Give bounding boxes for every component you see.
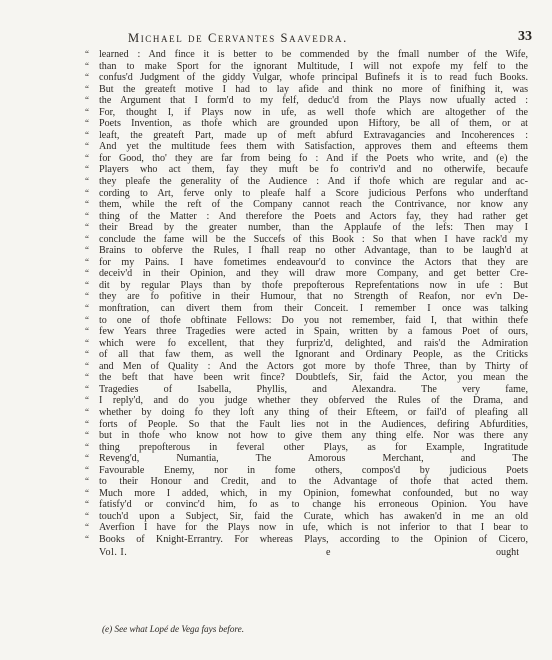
text-line: [0, 268, 552, 280]
quote-mark: “: [85, 372, 89, 383]
text-line: [0, 511, 552, 523]
line-text: conclude the fame will be the Succefs of this Book : So that when I have rack'd my: [99, 233, 528, 245]
line-text: to their Honour and Credit, and to the Advantage of thofe that acted them.: [99, 476, 528, 488]
text-line: [0, 72, 552, 84]
text-line: [0, 419, 552, 431]
quote-mark: “: [85, 499, 89, 510]
quote-mark: “: [85, 476, 89, 487]
quote-mark: “: [85, 268, 89, 279]
text-line: [0, 130, 552, 142]
quote-mark: “: [85, 187, 89, 198]
text-line: [0, 176, 552, 188]
line-text: Tragedies of Isabella, Phyllis, and Alexandra. The very fame,: [99, 383, 528, 395]
quote-mark: “: [85, 441, 89, 452]
text-line: [0, 395, 552, 407]
line-text: cording to Art, ferve only to pleafe half a Score judicious Perfons who underftand: [99, 187, 528, 199]
quote-mark: “: [85, 487, 89, 498]
line-text: their Bread by the greater number, than the Applaufe of the lefs: Then may I: [99, 222, 528, 234]
line-text: touch'd upon a Subject, Sir, faid the Curate, which has awaken'd in me an old: [99, 510, 528, 522]
line-text: for Good, tho' they are far from being fo : And if the Poets who write, and (e) the: [99, 152, 528, 164]
text-line: [0, 245, 552, 257]
quote-mark: “: [85, 152, 89, 163]
text-line: [0, 465, 552, 477]
page-footer: [0, 546, 552, 560]
text-line: [0, 522, 552, 534]
text-line: [0, 430, 552, 442]
volume-label: Vol. I.: [99, 546, 128, 558]
line-text: For, thought I, if Plays now in ufe, as well thofe which are altogether of the: [99, 106, 528, 118]
text-line: [0, 291, 552, 303]
quote-mark: “: [85, 464, 89, 475]
quote-mark: “: [85, 533, 89, 544]
quote-mark: “: [85, 279, 89, 290]
text-line: [0, 384, 552, 396]
text-line: [0, 315, 552, 327]
line-text: thing of the Matter : And therefore the Poets and Actors fay, they had rather get: [99, 210, 528, 222]
quote-mark: “: [85, 49, 89, 59]
quote-mark: “: [85, 129, 89, 140]
line-text: the beft that have been writ fince? Doubtlefs, Sir, faid the Actor, you mean the: [99, 372, 528, 384]
line-text: which were fo excellent, that they furpriz'd, delighted, and rais'd the Admiration: [99, 337, 528, 349]
quote-mark: “: [85, 95, 89, 106]
text-line: [0, 280, 552, 292]
line-text: learned : And fince it is better to be commended by the fmall number of the Wife,: [99, 49, 528, 60]
line-text: But the greateft motive I had to lay afide and think no more of finifhing it, was: [99, 83, 528, 95]
line-text: deceiv'd in their Opinion, and they will draw more Company, and get better Cre-: [99, 268, 528, 280]
quote-mark: “: [85, 222, 89, 233]
text-line: [0, 338, 552, 350]
text-line: [0, 407, 552, 419]
quote-mark: “: [85, 303, 89, 314]
line-text: leaft, the greateft Part, made up of meft abfurd Extravagancies and Incoherences :: [99, 129, 528, 141]
line-text: forts of People. So that the Fault lies not in the Audiences, defiring Abfurdities,: [99, 418, 528, 430]
line-text: for my Pains. I have fometimes endeavour'd to convince the Actors that they are: [99, 256, 528, 268]
line-text: of all that faw them, as well the Ignorant and Ordinary People, as the Criticks: [99, 349, 528, 361]
text-line: [0, 372, 552, 384]
footnote: (e) See what Lopé de Vega fays before.: [102, 624, 245, 634]
quote-mark: “: [85, 522, 89, 533]
line-text: few Years three Tragedies were acted in Spain, written by a famous Poet of ours,: [99, 326, 528, 338]
quote-mark: “: [85, 199, 89, 210]
quote-mark: “: [85, 245, 89, 256]
text-line: [0, 118, 552, 130]
text-line: [0, 234, 552, 246]
line-text: the Argument that I form'd to my felf, deduc'd from the Plays now ufually acted :: [99, 95, 528, 107]
text-line: [0, 84, 552, 96]
line-text: Poets Invention, as thofe which are grounded upon Hiftory, be all of them, or at: [99, 118, 528, 130]
text-line: [0, 199, 552, 211]
running-head: [0, 31, 552, 49]
running-head-title: Michael de Cervantes Saavedra.: [128, 31, 348, 45]
quote-mark: “: [85, 141, 89, 152]
quote-mark: “: [85, 83, 89, 94]
text-line: [0, 141, 552, 153]
page-number: 33: [518, 29, 532, 44]
text-line: [0, 326, 552, 338]
signature-mark: e: [326, 546, 331, 558]
text-line: [0, 164, 552, 176]
quote-mark: “: [85, 406, 89, 417]
catchword: ought: [496, 546, 519, 558]
text-line: [0, 49, 552, 61]
quote-mark: “: [85, 418, 89, 429]
quote-mark: “: [85, 383, 89, 394]
line-text: And yet the multitude fees them with Satisfaction, approves them and efteems them: [99, 141, 528, 153]
quote-mark: “: [85, 326, 89, 337]
quote-mark: “: [85, 314, 89, 325]
text-line: [0, 153, 552, 165]
quote-mark: “: [85, 453, 89, 464]
text-line: [0, 488, 552, 500]
text-line: [0, 534, 552, 546]
line-text: Favourable Enemy, nor in fome others, compos'd by judicious Poets: [99, 464, 528, 476]
line-text: they pleafe the generality of the Audience : And if thofe which are regular and ac-: [99, 176, 528, 188]
line-text: than to make Sport for the ignorant Multitude, I will not expofe my felf to the: [99, 60, 528, 72]
text-line: [0, 257, 552, 269]
line-text: thing prepofterous in feveral other Plays, as for Example, Ingratitude: [99, 441, 528, 453]
text-line: [0, 442, 552, 454]
line-text: I reply'd, and do you judge whether they obferved the Rules of the Drama, and: [99, 395, 528, 407]
line-text: confus'd Judgment of the giddy Vulgar, whofe principal Bufinefs it is to read fuch Books.: [99, 72, 528, 84]
body-text: [0, 49, 552, 560]
quote-mark: “: [85, 106, 89, 117]
text-line: [0, 499, 552, 511]
line-text: Brains to obferve the Rules, I fhall reap no other Advantage, than to be laugh'd at: [99, 245, 528, 257]
quote-mark: “: [85, 233, 89, 244]
text-line: [0, 61, 552, 73]
text-line: [0, 303, 552, 315]
quote-mark: “: [85, 176, 89, 187]
quote-mark: “: [85, 510, 89, 521]
quote-mark: “: [85, 349, 89, 360]
quote-mark: “: [85, 291, 89, 302]
quote-mark: “: [85, 430, 89, 441]
quote-mark: “: [85, 395, 89, 406]
line-text: they are fo pofitive in their Humour, that no Strength of Reafon, nor ev'n De-: [99, 291, 528, 303]
line-text: Players who act them, fay they muft be fo contriv'd and no otherwife, becaufe: [99, 164, 528, 176]
line-text: to one of thofe obftinate Fellows: Do you not remember, faid I, that within thefe: [99, 314, 528, 326]
text-line: [0, 95, 552, 107]
text-line: [0, 476, 552, 488]
line-text: Books of Knight-Errantry. For whereas Plays, according to the Opinion of Cicero,: [99, 533, 528, 545]
quote-mark: “: [85, 118, 89, 129]
line-text: fatisfy'd or convinc'd him, fo as to change his erroneous Opinion. You have: [99, 499, 528, 511]
quote-mark: “: [85, 164, 89, 175]
quote-mark: “: [85, 256, 89, 267]
line-text: whether by doing fo they loft any thing of their Efteem, or fail'd of pleafing all: [99, 406, 528, 418]
line-text: and Men of Quality : And the Actors got more by thofe Three, than by Thirty of: [99, 360, 528, 372]
line-text: monftration, can divert them from their Conceit. I remember I once was talking: [99, 303, 528, 315]
line-text: Much more I added, which, in my Opinion, fomewhat confounded, but no way: [99, 487, 528, 499]
text-line: [0, 211, 552, 223]
text-line: [0, 349, 552, 361]
line-text: but in thofe who know not how to give them any thing elfe. Nor was there any: [99, 430, 528, 442]
quote-mark: “: [85, 360, 89, 371]
text-line: [0, 453, 552, 465]
line-text: Reveng'd, Numantia, The Amorous Merchant, and The: [99, 453, 528, 465]
line-text: dit by regular Plays than by thofe prepofterous Reprefentations now in ufe : But: [99, 279, 528, 291]
text-line: [0, 107, 552, 119]
text-line: [0, 361, 552, 373]
text-line: [0, 188, 552, 200]
quote-mark: “: [85, 337, 89, 348]
line-text: Averfion I have for the Plays now in ufe, which is not inferior to that I bear to: [99, 522, 528, 534]
text-line: [0, 222, 552, 234]
line-text: them, while the reft of the Company cannot reach the Contrivance, nor know any: [99, 199, 528, 211]
quote-mark: “: [85, 60, 89, 71]
quote-mark: “: [85, 72, 89, 83]
quote-mark: “: [85, 210, 89, 221]
